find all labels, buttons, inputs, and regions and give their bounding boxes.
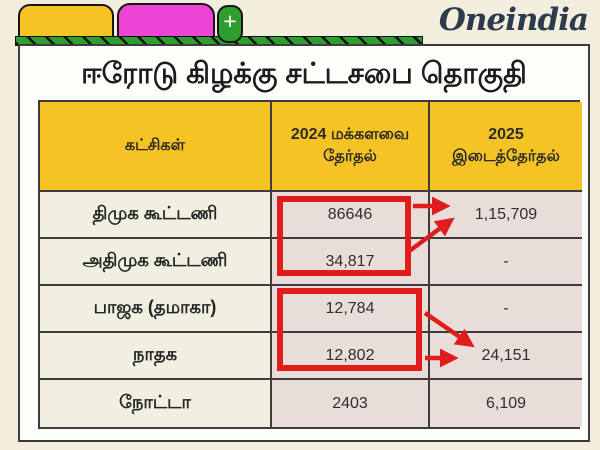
column-header-2025: 2025 இடைத்தேர்தல் [430,102,582,192]
votes-2025-cell: 6,109 [430,380,582,427]
votes-2025-cell: 24,151 [430,333,582,380]
votes-2025-cell: - [430,286,582,333]
votes-2024-cell: 34,817 [272,239,430,286]
votes-2025-cell: 1,15,709 [430,192,582,239]
column-header-parties: கட்சிகள் [40,102,272,192]
oneindia-logo: Oneindia [438,2,588,38]
party-name-cell: அதிமுக கூட்டணி [40,239,272,286]
party-name-cell: நோட்டா [40,380,272,427]
votes-2025-cell: - [430,239,582,286]
plus-icon-glyph: + [223,7,237,34]
party-name-cell: நாதக [40,333,272,380]
page-title: ஈரோடு கிழக்கு சட்டசபை தொகுதி [81,58,527,90]
folder-tab-yellow [18,4,114,39]
votes-2024-cell: 2403 [272,380,430,427]
plus-icon [217,5,243,43]
results-table [38,100,580,429]
column-header-2024: 2024 மக்களவை தேர்தல் [272,102,430,192]
votes-2024-cell: 12,784 [272,286,430,333]
content-card [18,44,590,442]
votes-2024-cell: 12,802 [272,333,430,380]
party-name-cell: திமுக கூட்டணி [40,192,272,239]
votes-2024-cell: 86646 [272,192,430,239]
folder-tab-pink [117,3,215,39]
party-name-cell: பாஜக (தமாகா) [40,286,272,333]
